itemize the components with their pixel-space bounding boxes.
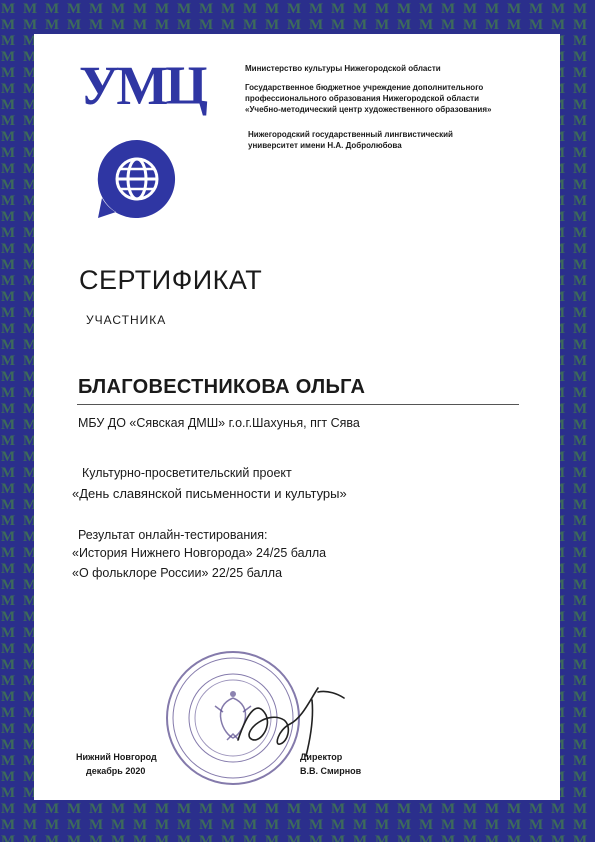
header-university-2: университет имени Н.А. Добролюбова [248, 141, 402, 150]
recipient-name: БЛАГОВЕСТНИКОВА ОЛЬГА [78, 376, 366, 398]
result-history: «История Нижнего Новгорода» 24/25 балла [72, 546, 327, 560]
globe-icon [96, 138, 178, 220]
project-label: Культурно-просветительский проект [82, 466, 292, 480]
certificate-subtitle: УЧАСТНИКА [86, 313, 167, 327]
result-folklore: «О фольклоре России» 22/25 балла [72, 566, 283, 580]
name-underline [77, 404, 519, 405]
header-ministry: Министерство культуры Нижегородской области [245, 64, 441, 73]
header-university-1: Нижегородский государственный лингвистический [248, 130, 453, 139]
header-institution-1: Государственное бюджетное учреждение дополнительного [245, 83, 484, 92]
footer-city: Нижний Новгород [76, 752, 157, 762]
director-signature [228, 680, 348, 760]
footer-date: декабрь 2020 [86, 766, 146, 776]
project-name: «День славянской письменности и культуры» [72, 486, 347, 501]
footer-director: В.В. Смирнов [300, 766, 362, 776]
recipient-school: МБУ ДО «Сявская ДМШ» г.о.г.Шахунья, пгт Сява [78, 416, 360, 430]
header-institution-2: профессионального образования Нижегородской области [245, 94, 479, 103]
footer-position: Директор [300, 752, 343, 762]
umc-logo: УМЦ [79, 55, 206, 116]
header-institution-3: «Учебно-методический центр художественного образования» [245, 105, 492, 114]
certificate-title: СЕРТИФИКАТ [79, 265, 263, 295]
results-label: Результат онлайн-тестирования: [78, 528, 268, 542]
